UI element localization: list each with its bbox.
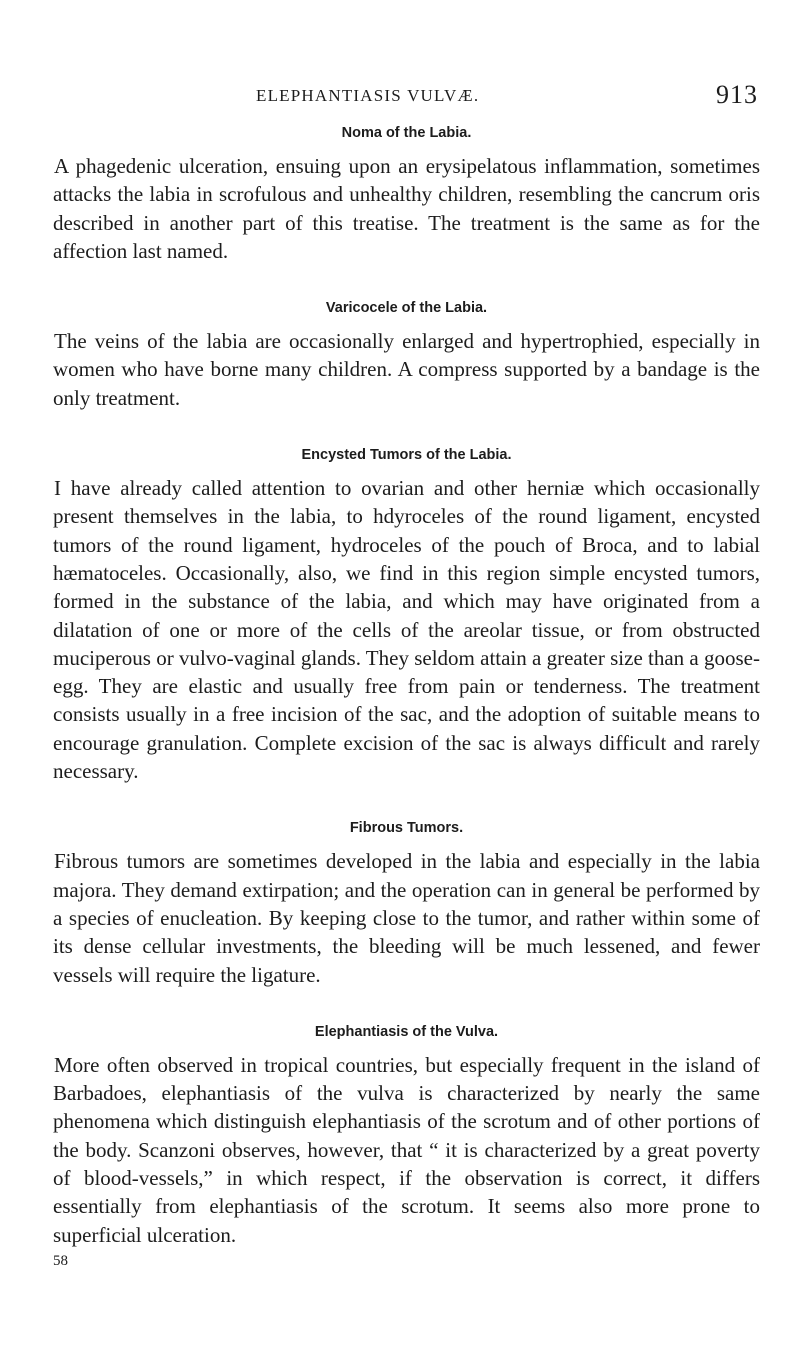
- running-head: [53, 74, 760, 114]
- book-page: [53, 74, 760, 1270]
- section-heading-encysted-tumors: Encysted Tumors of the Labia.: [301, 447, 512, 464]
- section-heading-fibrous-tumors: Fibrous Tumors.: [349, 820, 464, 837]
- paragraph-elephantiasis: More often observed in tropical countries, but especially frequent in the island of Barbadoes, elephantiasis of the vulva is characterized by nearly the same phenomena which distinguish elephantiasis of the scrotum and of other portions of the body. Scanzoni observes, however, that “ it is characterized by a great poverty of blood-vessels,” in which respect, if the observation is correct, it differs essentially from elephantiasis of the scrotum. It seems also more prone to superficial ulceration.: [53, 1052, 760, 1247]
- paragraph-encysted-tumors: I have already called attention to ovarian and other herniæ which occasionally present themselves in the labia, to hdyroceles of the round ligament, encysted tumors of the round ligament, hydroceles of the pouch of Broca, and to labial hæmatoceles. Occasionally, also, we find in this region simple encysted tumors, formed in the substance of the labia, and which may have originated from a dilatation of one or more of the cells of the areolar tissue, or from obstructed muciperous or vulvo-vaginal glands. They seldom attain a greater size than a goose-egg. They are elastic and usually free from pain or tenderness. The treatment consists usually in a free incision of the sac, and the adoption of suitable means to encourage granulation. Complete excision of the sac is always difficult and rarely necessary.: [53, 476, 760, 784]
- section-heading-varicocele: Varicocele of the Labia.: [325, 300, 488, 317]
- paragraph-fibrous-tumors: Fibrous tumors are sometimes developed in the labia and especially in the labia majora. They demand extirpation; and the operation can in general be performed by a species of enucleation. By keeping close to the tumor, and rather within some of its dense cellular investments, the bleeding will be much lessened, and fewer vessels will require the ligature.: [53, 849, 760, 987]
- running-title: ELEPHANTIASIS VULVÆ.: [256, 86, 480, 105]
- paragraph-noma: A phagedenic ulceration, ensuing upon an erysipelatous inflammation, sometimes attacks the labia in scrofulous and unhealthy children, resembling the cancrum oris described in another part of this treatise. The treatment is the same as for the affection last named.: [53, 154, 760, 263]
- page-number: 913: [716, 80, 758, 109]
- paragraph-varicocele: The veins of the labia are occasionally enlarged and hypertrophied, especially in women who have borne many children. A compress supported by a bandage is the only treatment.: [53, 329, 760, 410]
- signature-mark: 58: [53, 1252, 68, 1269]
- section-heading-elephantiasis: Elephantiasis of the Vulva.: [314, 1023, 499, 1040]
- section-heading-noma: Noma of the Labia.: [341, 125, 472, 141]
